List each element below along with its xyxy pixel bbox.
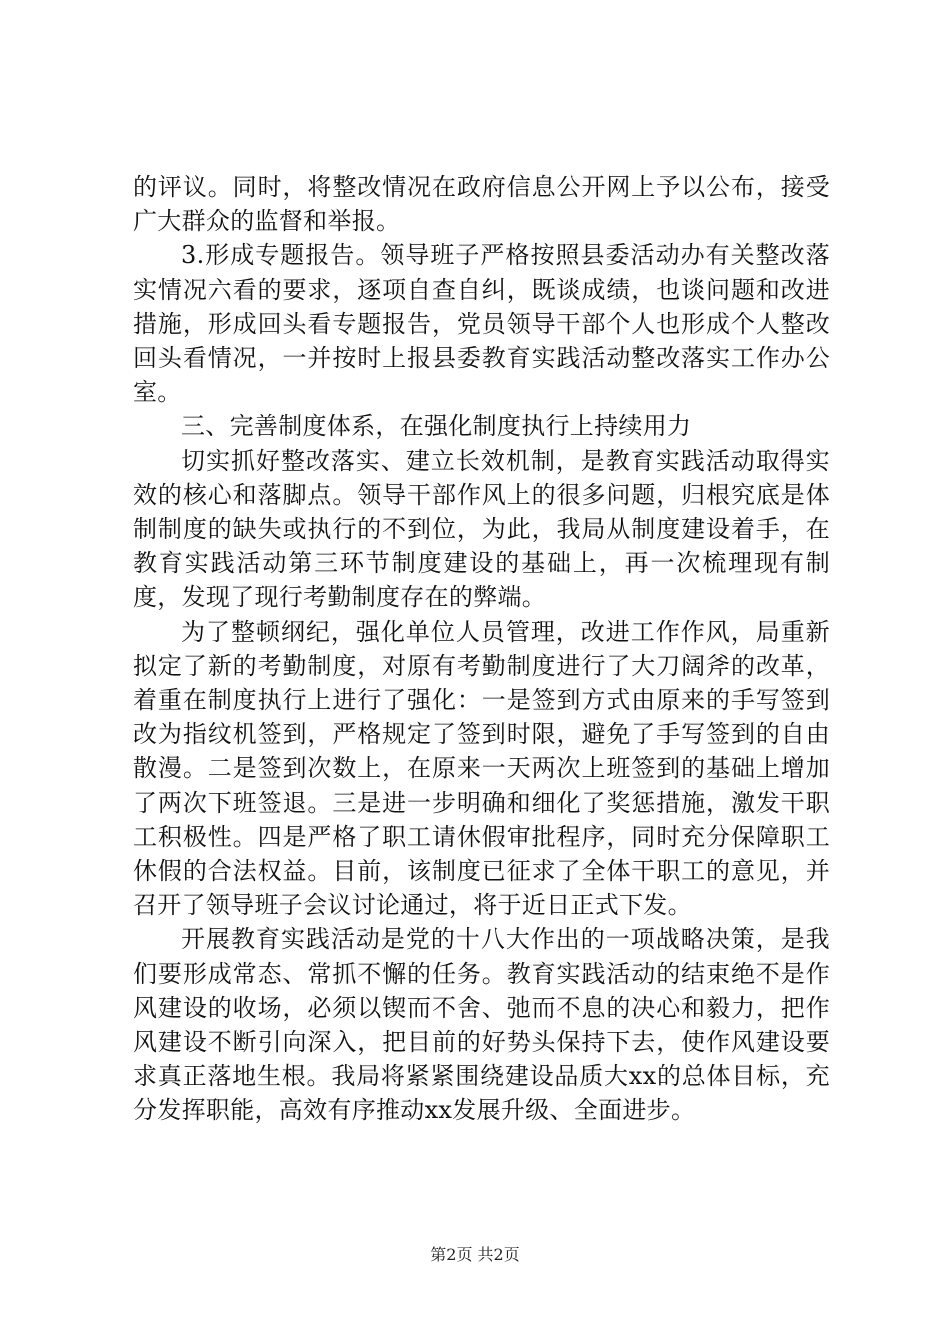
paragraph-5: 开展教育实践活动是党的十八大作出的一项战略决策，是我们要形成常态、常抓不懈的任务。教育实践活动的结束绝不是作风建设的收场，必须以锲而不舍、弛而不息的决心和毅力，把作风建设不断引向深入，把目前的好势头保持下去，使作风建设要求真正落地生根。我局将紧紧围绕建设品质大xx的总体目标，充分发挥职能，高效有序推动xx发展升级、全面进步。 xyxy=(133,925,830,1125)
document-body xyxy=(133,170,830,1128)
page-number: 第2页 共2页 xyxy=(430,1245,520,1264)
paragraph-1: 的评议。同时，将整改情况在政府信息公开网上予以公布，接受广大群众的监督和举报。 xyxy=(133,173,830,236)
section-heading: 三、完善制度体系，在强化制度执行上持续用力 xyxy=(181,412,692,441)
paragraph-4: 为了整顿纲纪，强化单位人员管理，改进工作作风，局重新拟定了新的考勤制度，对原有考勤制度进行了大刀阔斧的改革，着重在制度执行上进行了强化：一是签到方式由原来的手写签到改为指纹机签到，严格规定了签到时限，避免了手写签到的自由散漫。二是签到次数上，在原来一天两次上班签到的基础上增加了两次下班签退。三是进一步明确和细化了奖惩措施，激发干职工积极性。四是严格了职工请休假审批程序，同时充分保障职工休假的合法权益。目前，该制度已征求了全体干职工的意见，并召开了领导班子会议讨论通过，将于近日正式下发。 xyxy=(133,617,830,920)
page-footer xyxy=(0,1245,950,1265)
paragraph-2: 3.形成专题报告。领导班子严格按照县委活动办有关整改落实情况六看的要求，逐项自查自纠，既谈成绩，也谈问题和改进措施，形成回头看专题报告，党员领导干部个人也形成个人整改回头看情况，一并按时上报县委教育实践活动整改落实工作办公室。 xyxy=(133,241,830,407)
paragraph-3: 切实抓好整改落实、建立长效机制，是教育实践活动取得实效的核心和落脚点。领导干部作风上的很多问题，归根究底是体制制度的缺失或执行的不到位，为此，我局从制度建设着手，在教育实践活动第三环节制度建设的基础上，再一次梳理现有制度，发现了现行考勤制度存在的弊端。 xyxy=(133,446,830,612)
